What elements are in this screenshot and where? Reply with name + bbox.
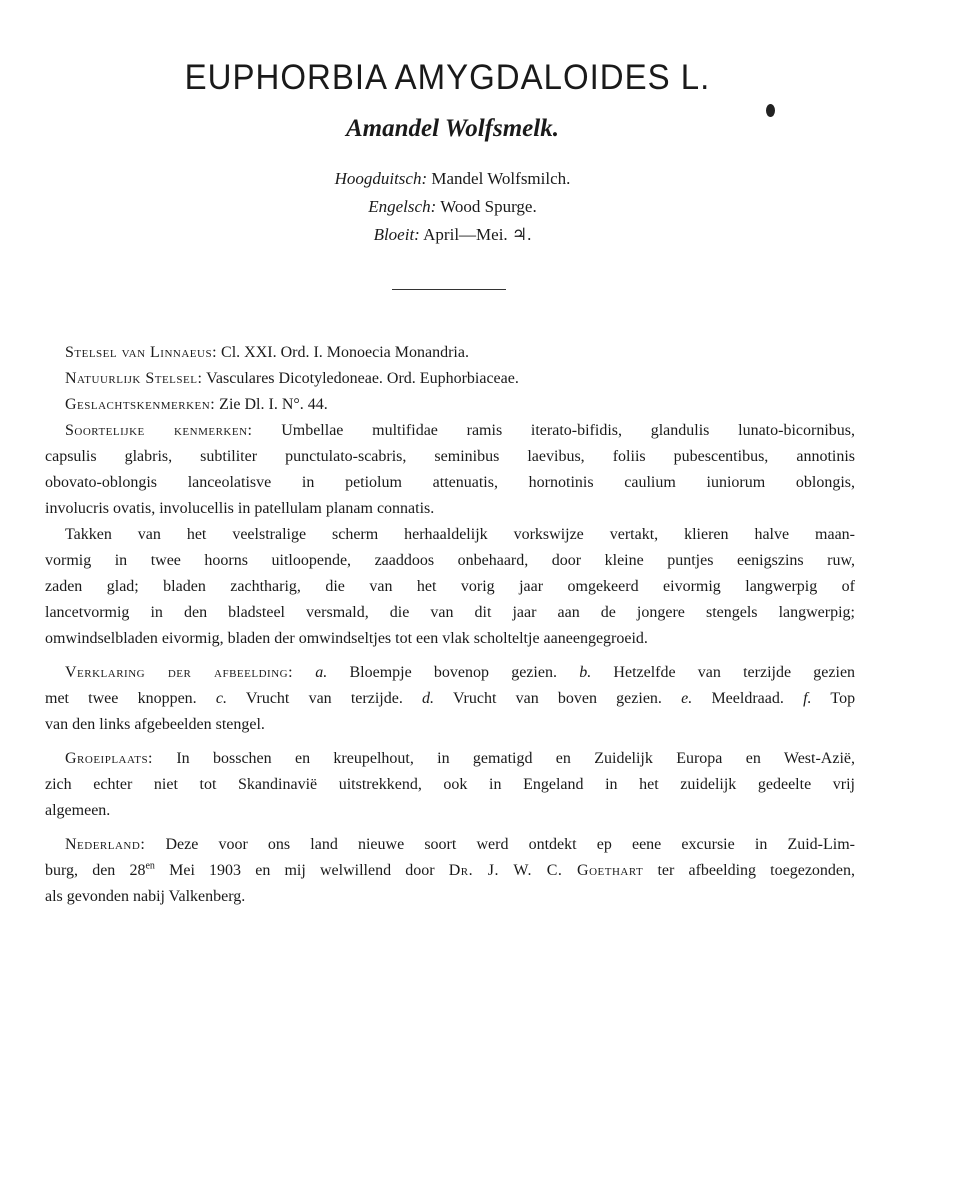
figure-text: Vrucht van terzijde. (245, 690, 403, 707)
vernacular-names (0, 165, 905, 249)
date-text: burg, den 28 (45, 862, 146, 879)
figure-text: Bloempje bovenop gezien. (349, 664, 557, 681)
figure-letter: b. (579, 664, 592, 681)
species-text-line: capsulis glabris, subtiliter punctulato-scabris, seminibus laevibus, foliis pubescentibus, annotinis (45, 448, 855, 465)
figure-letter: e. (681, 690, 693, 707)
figure-explanation-line: van den links afgebeelden stengel. (45, 716, 265, 733)
separator-rule (392, 289, 506, 290)
name-label: Hoogduitsch: (334, 169, 428, 188)
section-text: ter afbeelding toegezonden, (657, 862, 856, 879)
section-text: Vasculares Dicotyledoneae. Ord. Euphorbiaceae. (206, 370, 519, 387)
netherlands-line (45, 858, 855, 884)
section-label: Soortelijke kenmerken: (65, 422, 253, 439)
dutch-description-line: lancetvormig in den bladsteel versmald, die van dit jaar aan de jongere stengels langwerpig; (45, 604, 855, 621)
dutch-description-line: omwindselbladen eivormig, bladen der omwindseltjes tot een vlak scholteltje aaneengegroeid. (45, 630, 648, 647)
section-label: Verklaring der afbeelding: (65, 664, 294, 681)
dutch-description-line: vormig in twee hoorns uitloopende, zaaddoos onbehaard, door kleine puntjes eenigszins ruw, (45, 552, 855, 569)
habitat-line: algemeen. (45, 802, 111, 819)
section-text: Mei 1903 en mij welwillend door (169, 862, 435, 879)
dutch-description-line: Takken van het veelstralige scherm herhaaldelijk vorkswijze vertakt, klieren halve maan- (65, 526, 855, 543)
species-title: EUPHORBIA AMYGDALOIDES L. (184, 56, 711, 97)
figure-text: Top (830, 690, 856, 707)
name-row-german (0, 165, 905, 193)
figure-letter: a. (315, 664, 328, 681)
name-value: Wood Spurge. (440, 197, 537, 216)
paragraph-gap (45, 738, 855, 746)
name-value: April—Mei. ♃. (423, 225, 532, 244)
dutch-description-line: zaden glad; bladen zachtharig, die van het vorig jaar omgekeerd eivormig langwerpig of (45, 578, 855, 595)
section-text: In bosschen en kreupelhout, in gematigd en Zuidelijk Europa en West-Azië, (176, 750, 856, 767)
netherlands-line (45, 832, 855, 858)
species-text-line: involucris ovatis, involucellis in patellulam planam connatis. (45, 500, 435, 517)
section-label: Nederland: (65, 836, 146, 853)
date-superscript: en (145, 860, 155, 872)
section-label: Geslachtskenmerken: (65, 396, 216, 413)
section-text: Deze voor ons land nieuwe soort werd ontdekt ep eene excursie in Zuid-Lim- (165, 836, 856, 853)
common-name: Amandel Wolfsmelk. (346, 115, 559, 142)
figure-letter: f. (803, 690, 812, 707)
species-text-line: obovato-oblongis lanceolatisve in petiolum attenuatis, hornotinis caulium iuniorum oblongis, (45, 474, 855, 491)
figure-text: met twee knoppen. (45, 690, 197, 707)
genus-characters-line (45, 392, 855, 418)
name-row-english (0, 193, 905, 221)
figure-text: Vrucht van boven gezien. (452, 690, 662, 707)
linnaeus-line (45, 340, 855, 366)
figure-letter: d. (422, 690, 435, 707)
habitat-line: zich echter niet tot Skandinavië uitstrekkend, ook in Engeland in het zuidelijk gedeelte vrij (45, 776, 855, 793)
name-label: Engelsch: (368, 197, 437, 216)
section-label: Groeiplaats: (65, 750, 154, 767)
paragraph-gap (45, 824, 855, 832)
figure-text: Hetzelfde van terzijde gezien (613, 664, 856, 681)
natural-system-line (45, 366, 855, 392)
name-value: Mandel Wolfsmilch. (431, 169, 571, 188)
section-text: Umbellae multifidae ramis iterato-bifidis, glandulis lunato-bicornibus, (281, 422, 855, 439)
ink-speck (766, 104, 775, 117)
name-row-flowering (0, 221, 905, 249)
habitat-line (45, 746, 855, 772)
section-label: Natuurlijk Stelsel: (65, 370, 203, 387)
section-label: Stelsel van Linnaeus: (65, 344, 218, 361)
paragraph-gap (45, 652, 855, 660)
section-text (45, 862, 155, 879)
figure-explanation-line (45, 660, 855, 686)
name-label: Bloeit: (373, 225, 420, 244)
figure-letter: c. (215, 690, 227, 707)
section-text: Cl. XXI. Ord. I. Monoecia Monandria. (221, 344, 469, 361)
section-text: Zie Dl. I. N°. 44. (219, 396, 328, 413)
person-name: Dr. J. W. C. Goethart (448, 862, 644, 879)
netherlands-line: als gevonden nabij Valkenberg. (45, 888, 246, 905)
description-body (45, 340, 855, 910)
species-characters-line (45, 418, 855, 444)
figure-text: Meeldraad. (711, 690, 784, 707)
figure-explanation-line (45, 686, 855, 712)
